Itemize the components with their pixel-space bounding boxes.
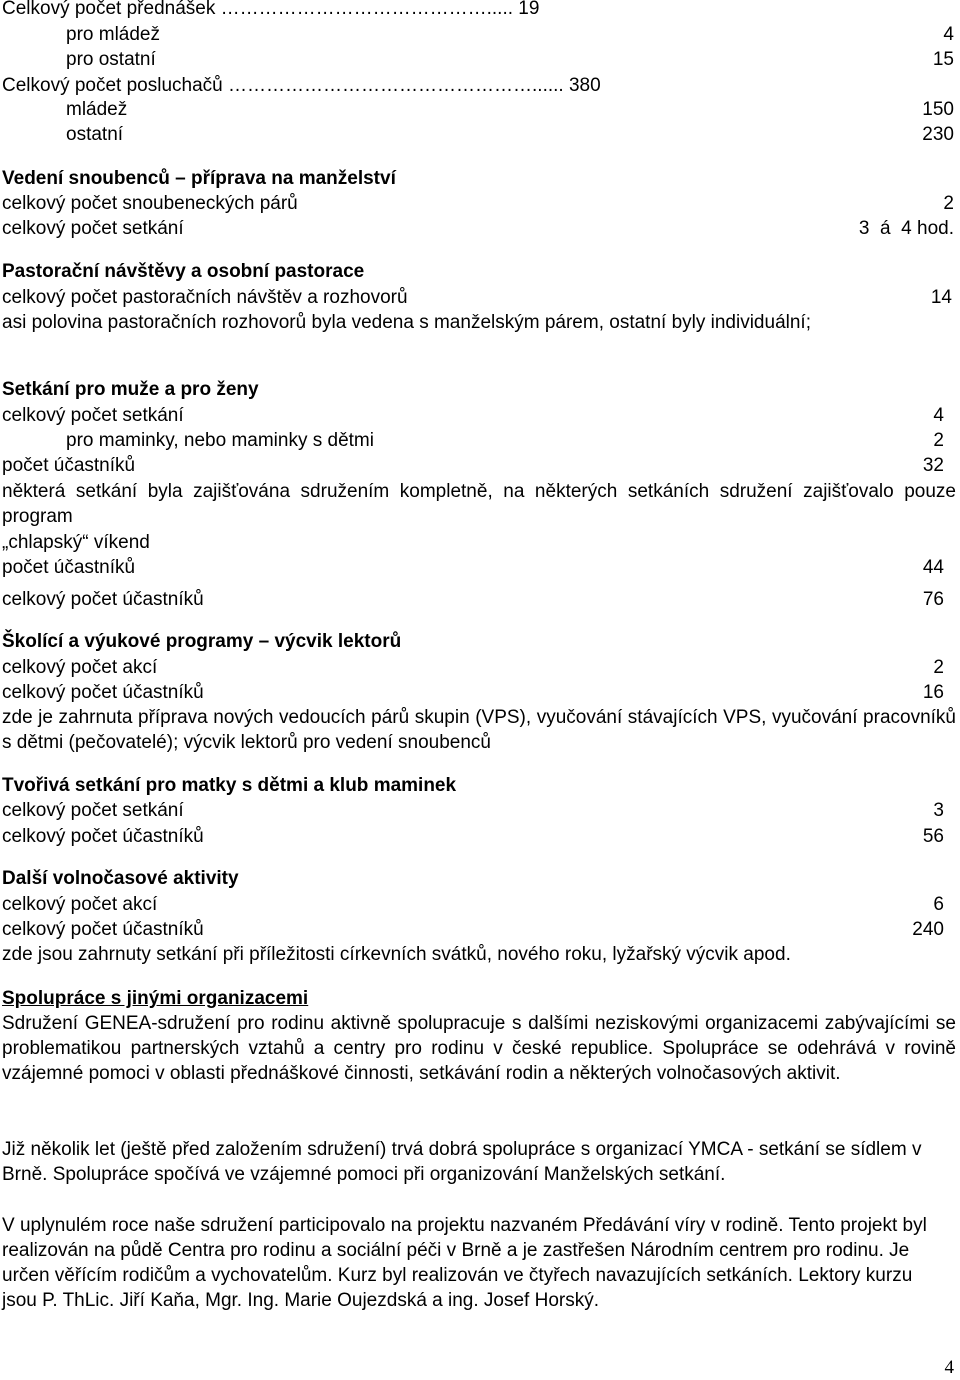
- stat-value: 4: [943, 24, 954, 45]
- section-heading-cooperation: Spolupráce s jinými organizacemi: [2, 988, 309, 1009]
- stat-label: celkový počet akcí: [2, 657, 158, 678]
- stat-value: 4: [933, 405, 944, 426]
- mw-mothers-row: [2, 428, 954, 453]
- cooperation-paragraph-1: Sdružení GENEA-sdružení pro rodinu aktivně spolupracuje s dalšími neziskovými organizacemi zabývajícími se problematikou partnerských vztahů a centry pro rodinu v české republice. Spolupráce se odehrává v rovině vzájemné pomoci v oblasti přednáškové činnosti, setkávání rodin a některých volnočasových aktivit.: [2, 1013, 956, 1084]
- stat-value: 150: [922, 99, 954, 120]
- stat-value: 230: [922, 124, 954, 145]
- cooperation-paragraph-2: Již několik let (ještě před založením sdružení) trvá dobrá spolupráce s organizací YMCA - setkání se sídlem v Brně. Spolupráce spočívá ve vzájemné pomoci při organizování Manželských setkání.: [2, 1139, 922, 1185]
- creative-participants-row: [2, 824, 954, 849]
- engaged-meetings-row: [2, 216, 954, 241]
- stat-value: 44: [922, 557, 944, 578]
- stat-label: mládež: [66, 99, 128, 120]
- stat-youth-lectures-row: [2, 22, 954, 47]
- mw-weekend-participants-row: [2, 555, 954, 580]
- stat-label: ostatní: [66, 124, 124, 145]
- section-heading-men-women: Setkání pro muže a pro ženy: [2, 379, 259, 400]
- section-heading-pastoral: Pastorační návštěvy a osobní pastorace: [2, 261, 365, 282]
- stat-value: 76: [922, 589, 944, 610]
- mw-note: některá setkání byla zajišťována sdružením kompletně, na některých setkáních sdružení zajišťovalo pouze program: [2, 481, 956, 527]
- weekend-label: „chlapský“ víkend: [2, 532, 150, 553]
- stat-value: 15: [932, 49, 954, 70]
- creative-meetings-row: [2, 798, 954, 823]
- stat-value: 16: [922, 682, 944, 703]
- stat-value: 3 á 4 hod.: [858, 218, 954, 239]
- stat-value: 3: [933, 800, 944, 821]
- stat-label: celkový počet setkání: [2, 218, 184, 239]
- stat-other-listeners-row: [2, 122, 954, 147]
- stat-label: celkový počet účastníků: [2, 919, 204, 940]
- training-participants-row: [2, 680, 954, 705]
- stat-label: počet účastníků: [2, 455, 136, 476]
- stat-youth-listeners-row: [2, 97, 954, 122]
- page-number: 4: [944, 1357, 954, 1378]
- mw-total-participants-row: [2, 587, 954, 612]
- pastoral-note: asi polovina pastoračních rozhovorů byla vedena s manželským párem, ostatní byly individuální;: [2, 312, 811, 333]
- stat-label: celkový počet pastoračních návštěv a rozhovorů: [2, 287, 408, 308]
- leisure-note: zde jsou zahrnuty setkání při příležitosti církevních svátků, nového roku, lyžařský výcvik apod.: [2, 944, 791, 965]
- stat-value: 2: [933, 657, 944, 678]
- leisure-participants-row: [2, 917, 954, 942]
- stat-label: celkový počet účastníků: [2, 826, 204, 847]
- stat-label: pro maminky, nebo maminky s dětmi: [66, 430, 374, 451]
- stat-label: celkový počet akcí: [2, 894, 158, 915]
- stat-value: 240: [912, 919, 944, 940]
- training-note: zde je zahrnuta příprava nových vedoucích párů skupin (VPS), vyučování stávajících VPS, vyučování pracovníků s dětmi (pečovatelé); výcvik lektorů pro vedení snoubenců: [2, 707, 956, 753]
- training-events-row: [2, 655, 954, 680]
- mw-meetings-row: [2, 403, 954, 428]
- stat-listeners-label: Celkový počet posluchačů …………………………………………...... 380: [2, 75, 601, 96]
- stat-lectures-row: [2, 0, 954, 21]
- stat-value: 2: [933, 430, 944, 451]
- engaged-pairs-row: [2, 191, 954, 216]
- stat-value: 14: [930, 287, 952, 308]
- cooperation-paragraph-3: V uplynulém roce naše sdružení participovalo na projektu nazvaném Předávání víry v rodině. Tento projekt byl realizován na půdě Centra pro rodinu a sociální péči v Brně a je zastřešen Národním centrem pro rodinu. Je určen věřícím rodičům a vychovatelům. Kurz byl realizován ve čtyřech navazujících setkáních. Lektory kurzu jsou P. ThLic. Jiří Kaňa, Mgr. Ing. Marie Oujezdská a ing. Josef Horský.: [2, 1215, 927, 1311]
- leisure-events-row: [2, 892, 954, 917]
- pastoral-visits-row: [2, 285, 954, 310]
- section-heading-leisure: Další volnočasové aktivity: [2, 868, 239, 889]
- stat-label: celkový počet snoubeneckých párů: [2, 193, 298, 214]
- mw-weekend-row: [2, 530, 954, 555]
- stat-label: počet účastníků: [2, 557, 136, 578]
- stat-label: pro ostatní: [66, 49, 156, 70]
- stat-label: pro mládež: [66, 24, 160, 45]
- stat-listeners-row: [2, 73, 954, 98]
- stat-other-lectures-row: [2, 47, 954, 72]
- stat-label: celkový počet setkání: [2, 800, 184, 821]
- mw-participants-row: [2, 453, 954, 478]
- stat-label: celkový počet účastníků: [2, 682, 204, 703]
- stat-lectures-label: Celkový počet přednášek ……………………………………..... 19: [2, 0, 540, 19]
- stat-value: 6: [933, 894, 944, 915]
- section-heading-engaged: Vedení snoubenců – příprava na manželství: [2, 168, 396, 189]
- stat-value: 56: [922, 826, 944, 847]
- stat-label: celkový počet účastníků: [2, 589, 204, 610]
- stat-value: 2: [943, 193, 954, 214]
- section-heading-creative: Tvořivá setkání pro matky s dětmi a klub maminek: [2, 775, 457, 796]
- section-heading-training: Školící a výukové programy – výcvik lektorů: [2, 631, 402, 652]
- stat-label: celkový počet setkání: [2, 405, 184, 426]
- stat-value: 32: [922, 455, 944, 476]
